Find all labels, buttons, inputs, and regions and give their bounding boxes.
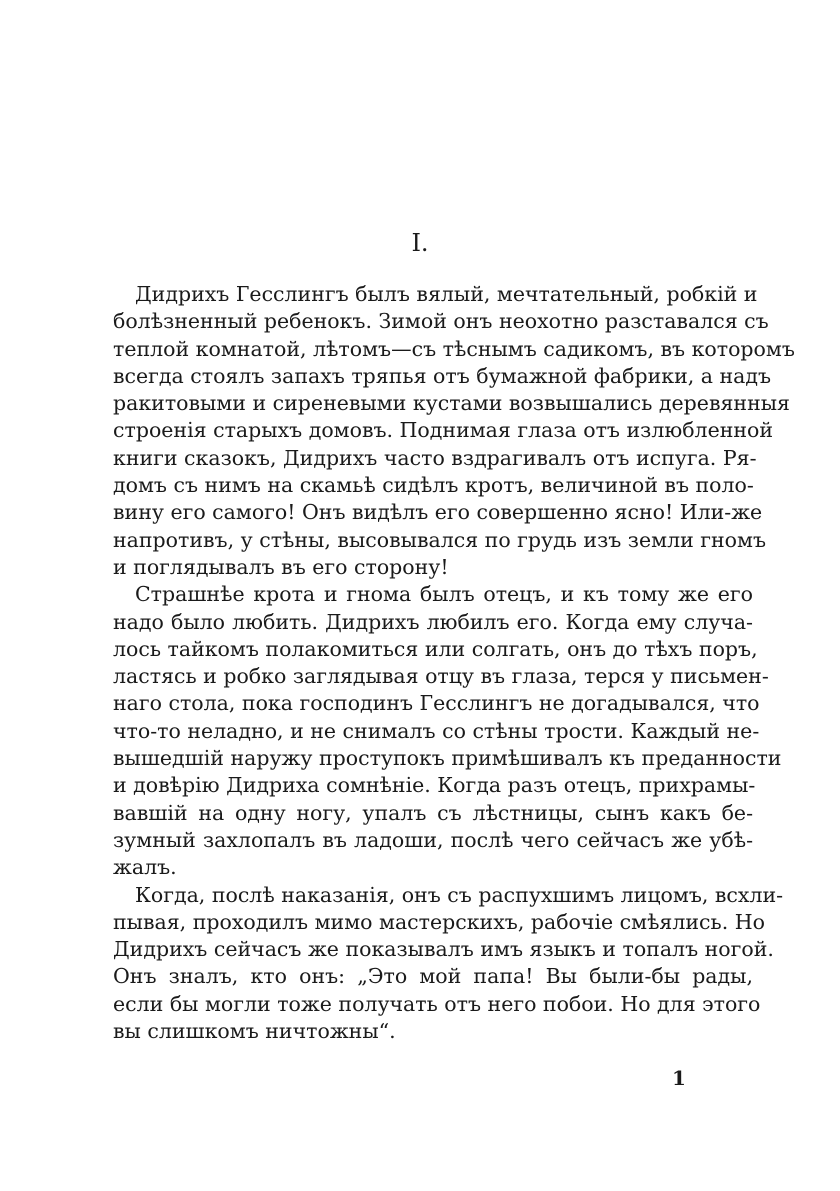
text-line: книги сказокъ, Дидрихъ часто вздрагивалъ отъ испуга. Ря- [113,445,757,470]
text-line: и довѣрію Дидриха сомнѣніе. Когда разъ отецъ, прихрамы- [113,773,756,798]
text-line: что-то неладно, и не снималъ со стѣны трости. Каждый не- [113,718,760,743]
text-line: Дидрихъ сейчасъ же показывалъ имъ языкъ и топалъ ногой. [113,937,774,962]
text-line: Дидрихъ Гесслингъ былъ вялый, мечтательный, робкій и [135,282,758,306]
text-line: теплой комнатой, лѣтомъ—съ тѣснымъ садикомъ, въ которомъ [113,336,795,361]
paragraph-3 [113,882,784,1046]
text-line: лось тайкомъ полакомиться или солгать, онъ до тѣхъ поръ, [113,636,758,661]
text-line: вину его самого! Онъ видѣлъ его совершенно ясно! Или-же [113,500,763,525]
text-line: наго стола, пока господинъ Гесслингъ не догадывался, что [113,691,760,716]
text-line: ракитовыми и сиреневыми кустами возвышались деревянныя [113,391,790,416]
text-line: и поглядывалъ въ его сторону! [113,554,449,579]
text-line: напротивъ, у стѣны, высовывался по грудь изъ земли гномъ [113,527,767,552]
text-line: надо было любить. Дидрихъ любилъ его. Когда ему случа- [113,609,753,634]
paragraph-1 [113,281,795,581]
text-line: вышедшій наружу проступокъ примѣшивалъ къ преданности [113,746,782,771]
text-line: вы слишкомъ ничтожны“. [113,1019,396,1044]
chapter-number: I. [411,229,429,257]
text-line: Онъ зналъ, кто онъ: „Это мой папа! Вы были-бы рады, [113,964,753,989]
text-line: болѣзненный ребенокъ. Зимой онъ неохотно разставался съ [113,309,769,334]
text-line: зумный захлопалъ въ ладоши, послѣ чего сейчасъ же убѣ- [113,827,753,852]
text-line: вавшій на одну ногу, упалъ съ лѣстницы, сынъ какъ бе- [113,800,753,825]
paragraph-2 [113,581,782,881]
chapter-text [113,281,795,1045]
text-line: всегда стоялъ запахъ тряпья отъ бумажной фабрики, а надъ [113,363,772,388]
text-line: ластясь и робко заглядывая отцу въ глаза, терся у письмен- [113,664,769,689]
text-line: Страшнѣе крота и гнома былъ отецъ, и къ тому же его [135,582,753,607]
text-line: Когда, послѣ наказанія, онъ съ распухшимъ лицомъ, всхли- [135,882,784,907]
text-line: строенія старыхъ домовъ. Поднимая глаза отъ излюбленной [113,418,774,443]
page-number: 1 [672,1066,686,1090]
text-line: домъ съ нимъ на скамьѣ сидѣлъ кротъ, величиной въ поло- [113,473,754,498]
text-line: если бы могли тоже получать отъ него побои. Но для этого [113,991,761,1016]
text-line: пывая, проходилъ мимо мастерскихъ, рабочіе смѣялись. Но [113,909,765,934]
text-line: жалъ. [113,855,177,880]
